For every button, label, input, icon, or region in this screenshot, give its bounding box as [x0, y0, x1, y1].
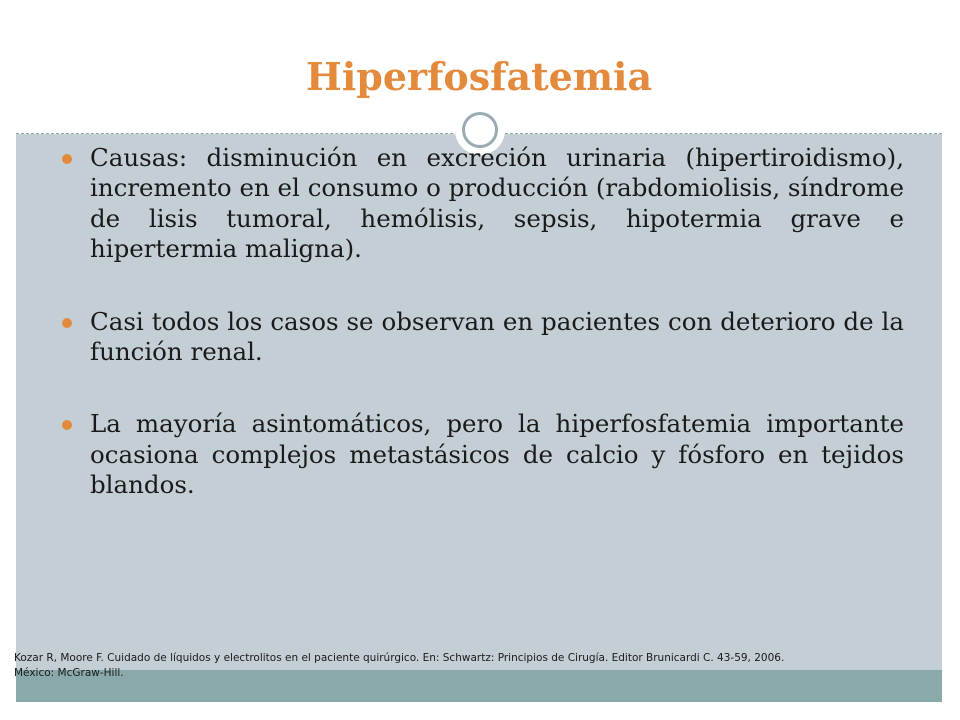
slide-title: Hiperfosfatemia: [305, 54, 653, 99]
reference-line-2: México: McGraw-Hill.: [14, 667, 124, 680]
bullet-text: La mayoría asintomáticos, pero la hiperfosfatemia importante ocasiona complejos metastásicos de calcio y fósforo en tejidos blandos.: [90, 409, 904, 499]
bullet-item-asintomaticos: [62, 409, 904, 500]
reference-footnote: [14, 651, 934, 681]
bullet-text: Casi todos los casos se observan en pacientes con deterioro de la función renal.: [90, 306, 904, 366]
bullet-item-causas: [62, 143, 904, 265]
bullet-dot-icon: [62, 420, 72, 430]
bullet-dot-icon: [62, 318, 72, 328]
bullet-item-casos: [62, 307, 904, 368]
bullet-dot-icon: [62, 154, 72, 164]
bullet-list: [62, 143, 904, 542]
bullet-text: Causas: disminución en excreción urinaria (hipertiroidismo), incremento en el consumo o producción (rabdomiolisis, síndrome de lisis tumoral, hemólisis, sepsis, hipotermia grave e hipertermia maligna).: [90, 143, 904, 264]
reference-line-1: Kozar R, Moore F. Cuidado de líquidos y electrolitos en el paciente quirúrgico. En: Schwartz: Principios de Cirugía. Editor Brunicardi C. 43-59, 2006.: [14, 652, 785, 664]
